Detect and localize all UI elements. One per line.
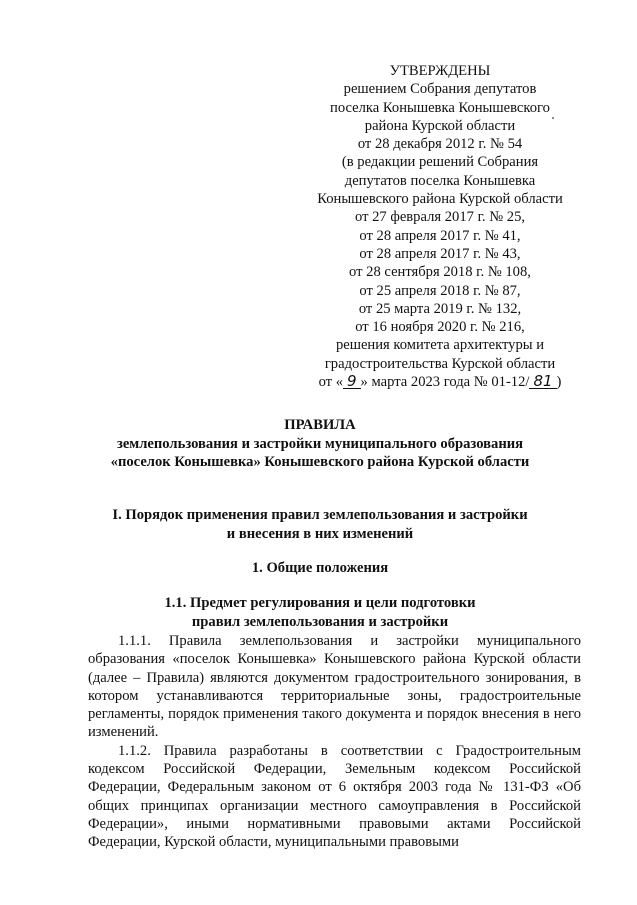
- approval-line: от 27 февраля 2017 г. № 25,: [354, 209, 526, 226]
- chapter-heading: [60, 559, 580, 578]
- approval-line: района Курской области: [364, 117, 516, 134]
- last-middle: » марта 2023 года № 01-12/: [360, 374, 530, 391]
- document-subtitle-2: «поселок Конышевка» Конышевского района Курской области: [110, 454, 530, 470]
- approval-line: депутатов поселка Конышевка: [344, 172, 536, 189]
- last-suffix: ): [556, 374, 562, 391]
- approval-stamp: [300, 62, 580, 391]
- approval-line: (в редакции решений Собрания: [341, 154, 539, 171]
- section-heading-line-2: и внесения в них изменений: [226, 525, 414, 542]
- body-text: [88, 632, 581, 852]
- handwritten-number: 81: [529, 374, 556, 389]
- subsection-heading: [60, 594, 580, 631]
- document-title: ПРАВИЛА: [284, 417, 356, 433]
- paragraph-1-1-2: 1.1.2. Правила разработаны в соответствии с Градостроительным кодексом Российской Федерации, Земельным кодексом Российской Федерации, Федеральным законом от 6 октября 2003 года № 131-ФЗ «Об общих принципах организации местного самоуправления в Российской Федерации», иными нормативными правовыми актами Российской Федерации, Курской области, муниципальными правовыми: [88, 742, 581, 851]
- paragraph-1-1-1: 1.1.1. Правила землепользования и застройки муниципального образования «поселок Конышевка» Конышевского района Курской области (далее – Правила) являются документом градостроительного зонирования, в котором устанавливаются территориальные зоны, градостроительные регламенты, порядок применения такого документа и порядок внесения в него изменений.: [88, 633, 581, 741]
- chapter-heading-line: 1. Общие положения: [251, 560, 389, 576]
- approval-line: градостроительства Курской области: [324, 355, 556, 372]
- section-heading-line-1: I. Порядок применения правил землепользования и застройки: [112, 507, 528, 523]
- approval-line: от 16 ноября 2020 г. № 216,: [355, 319, 525, 336]
- approval-line: от 28 сентября 2018 г. № 108,: [349, 264, 531, 281]
- approval-line: поселка Конышевка Конышевского: [330, 99, 550, 116]
- approval-heading: УТВЕРЖДЕНЫ: [389, 63, 491, 79]
- section-heading: [60, 506, 580, 543]
- subsection-heading-line-1: 1.1. Предмет регулирования и цели подготовки: [164, 595, 476, 611]
- document-subtitle-1: землепользования и застройки муниципального образования: [116, 435, 524, 452]
- approval-line: решения комитета архитектуры и: [335, 337, 545, 354]
- scan-dot: [552, 117, 554, 119]
- document-title-block: [60, 416, 580, 472]
- approval-line: от 28 апреля 2017 г. № 41,: [359, 227, 521, 244]
- approval-line: от 28 декабря 2012 г. № 54: [357, 136, 523, 153]
- subsection-heading-line-2: правил землепользования и застройки: [191, 613, 449, 630]
- last-prefix: от «: [318, 374, 343, 391]
- approval-line: Конышевского района Курской области: [317, 191, 563, 208]
- approval-line: решением Собрания депутатов: [343, 81, 537, 98]
- approval-line: от 25 апреля 2018 г. № 87,: [359, 282, 521, 299]
- approval-line: от 25 марта 2019 г. № 132,: [358, 300, 522, 317]
- approval-last-line: [300, 373, 580, 391]
- approval-line: от 28 апреля 2017 г. № 43,: [359, 245, 521, 262]
- handwritten-day: 9: [343, 374, 361, 389]
